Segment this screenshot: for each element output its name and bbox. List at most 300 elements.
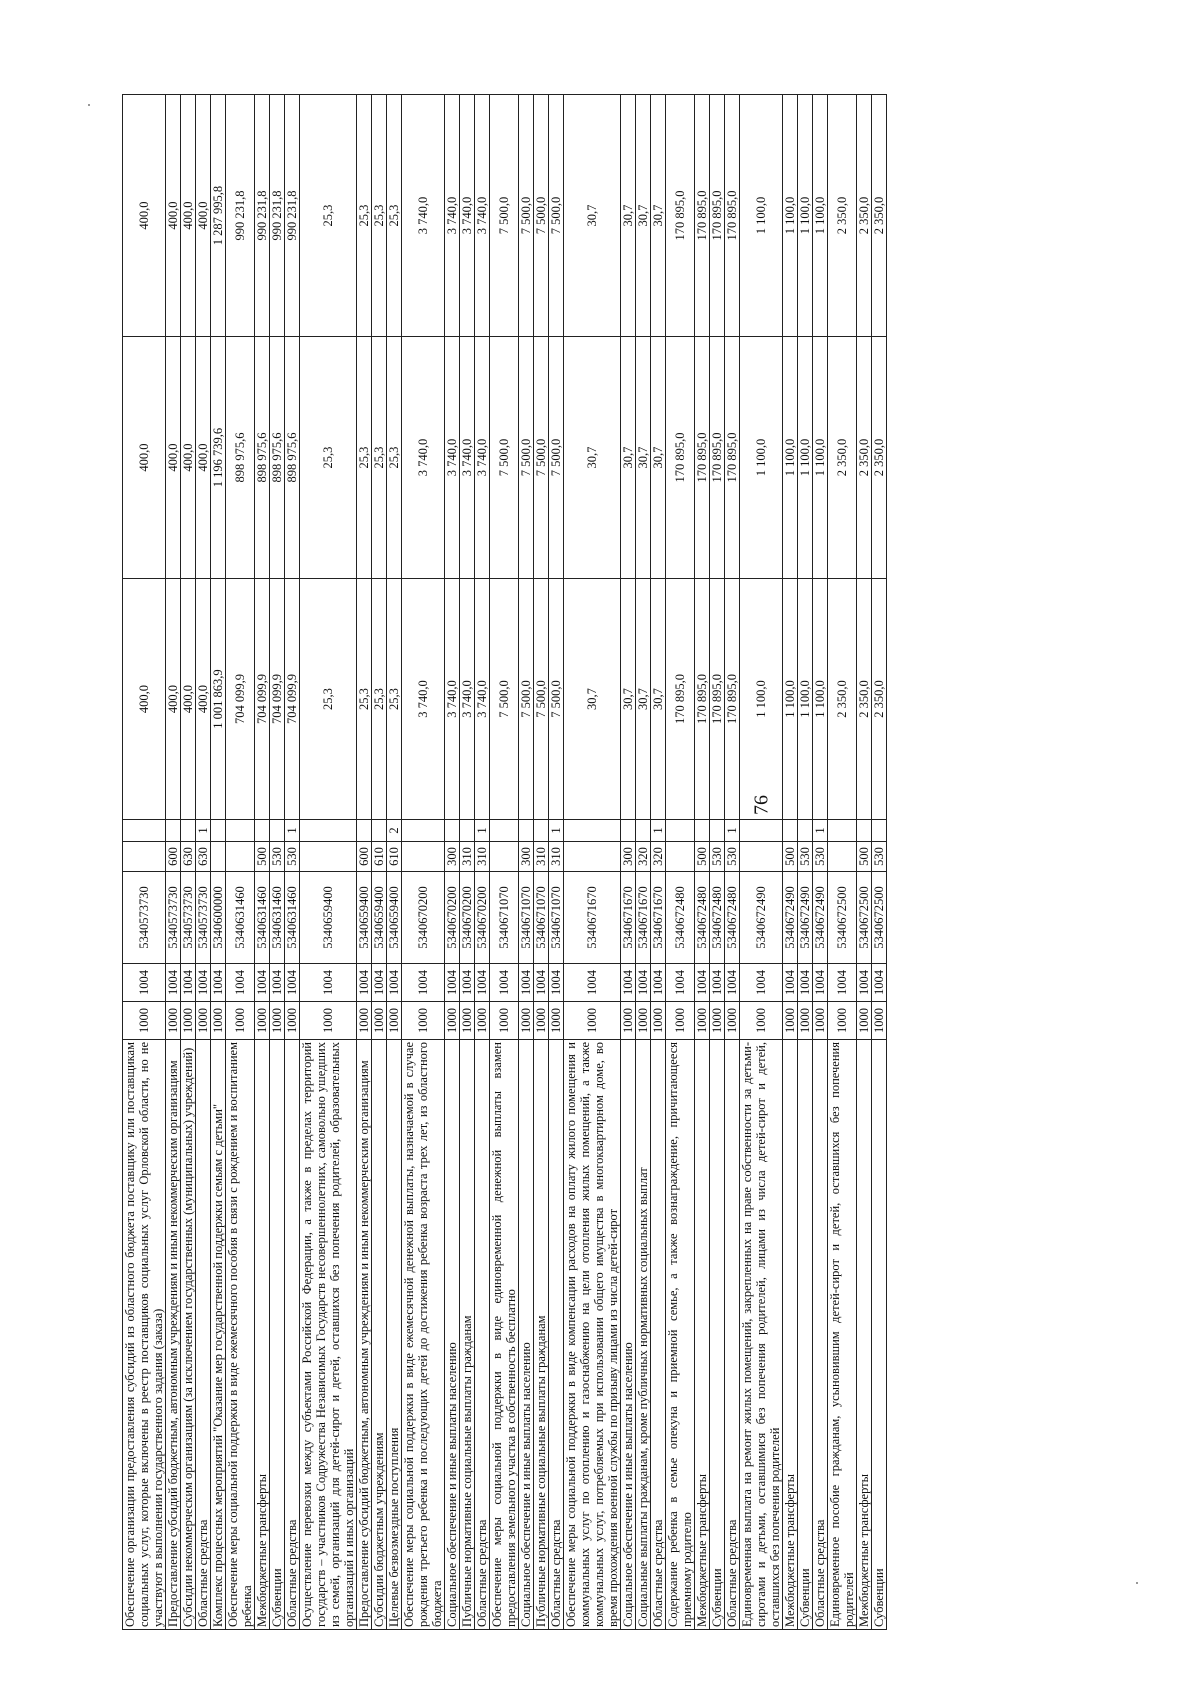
- row-csr: 5340670200: [445, 872, 460, 964]
- row-value-2026: 25,3: [372, 95, 387, 337]
- row-value-2026: 170 895,0: [725, 95, 740, 337]
- row-value-2024: 30,7: [651, 579, 666, 820]
- row-section: 1004: [166, 964, 181, 1002]
- row-source-code: 1: [196, 820, 211, 842]
- row-value-2024: 1 100,0: [783, 579, 798, 820]
- table-row: [211, 95, 226, 1630]
- row-value-2024: 704 099,9: [226, 579, 255, 820]
- row-section: 1004: [123, 964, 166, 1002]
- row-value-2026: 1 100,0: [813, 95, 828, 337]
- row-name: Областные средства: [725, 1040, 740, 1630]
- row-value-2024: 400,0: [196, 579, 211, 820]
- row-value-2025: 30,7: [651, 337, 666, 579]
- row-csr: 5340671070: [519, 872, 534, 964]
- row-name: Обеспечение меры социальной поддержки в виде компенсации расходов на оплату жилого помещения и коммунальных услуг по отоплению и газоснабжению на цели отопления жилых помещений, а также коммунальных услуг, потребляемых при использовании общего имущества в многоквартирном доме, во время прохождения военной службы по призыву лицами из числа детей-сирот: [564, 1040, 621, 1630]
- row-gl: 1000: [740, 1002, 783, 1040]
- row-value-2024: 3 740,0: [445, 579, 460, 820]
- table-row: [651, 95, 666, 1630]
- table-row: [636, 95, 651, 1630]
- row-gl: 1000: [475, 1002, 490, 1040]
- row-csr: 5340671070: [549, 872, 564, 964]
- row-name: Обеспечение меры социальной поддержки в виде ежемесячного пособия в связи с рождением и воспитанием ребенка: [226, 1040, 255, 1630]
- row-value-2025: 2 350,0: [872, 337, 887, 579]
- row-section: 1004: [270, 964, 285, 1002]
- table-row: [402, 95, 445, 1630]
- row-csr: 5340573730: [166, 872, 181, 964]
- row-csr: 5340670200: [402, 872, 445, 964]
- row-csr: 5340659400: [357, 872, 372, 964]
- budget-table: [122, 94, 887, 1630]
- row-value-2024: 400,0: [181, 579, 196, 820]
- row-value-2025: 7 500,0: [519, 337, 534, 579]
- row-name: Обеспечение меры социальной поддержки в виде единовременной денежной выплаты взамен предоставления земельного участка в собственность бесплатно: [490, 1040, 519, 1630]
- row-gl: 1000: [857, 1002, 872, 1040]
- row-name: Субвенции: [710, 1040, 725, 1630]
- row-value-2024: 170 895,0: [725, 579, 740, 820]
- row-name: Комплекс процессных мероприятий "Оказание мер государственной поддержки семьям с детьми": [211, 1040, 226, 1630]
- row-value-2025: 1 100,0: [798, 337, 813, 579]
- row-value-2026: 7 500,0: [490, 95, 519, 337]
- row-value-2025: 7 500,0: [534, 337, 549, 579]
- row-section: 1004: [564, 964, 621, 1002]
- row-csr: 5340671670: [564, 872, 621, 964]
- row-value-2024: 2 350,0: [828, 579, 857, 820]
- row-vr: 310: [460, 842, 475, 872]
- row-csr: 5340631460: [255, 872, 270, 964]
- row-value-2025: 3 740,0: [402, 337, 445, 579]
- row-gl: 1000: [621, 1002, 636, 1040]
- row-value-2025: 1 100,0: [783, 337, 798, 579]
- row-csr: 5340672490: [740, 872, 783, 964]
- table-row: [725, 95, 740, 1630]
- scan-speck: [88, 104, 90, 106]
- row-section: 1004: [813, 964, 828, 1002]
- row-section: 1004: [181, 964, 196, 1002]
- table-row: [534, 95, 549, 1630]
- table-row: [490, 95, 519, 1630]
- row-source-code: 1: [549, 820, 564, 842]
- row-section: 1004: [226, 964, 255, 1002]
- row-section: 1004: [710, 964, 725, 1002]
- row-vr: [490, 842, 519, 872]
- table-row: [460, 95, 475, 1630]
- row-vr: 500: [857, 842, 872, 872]
- row-value-2025: 170 895,0: [695, 337, 710, 579]
- row-gl: 1000: [285, 1002, 300, 1040]
- row-value-2025: 400,0: [181, 337, 196, 579]
- row-section: 1004: [196, 964, 211, 1002]
- row-csr: 5340600000: [211, 872, 226, 964]
- row-gl: 1000: [387, 1002, 402, 1040]
- row-value-2025: 170 895,0: [725, 337, 740, 579]
- row-section: 1004: [387, 964, 402, 1002]
- row-value-2024: 1 100,0: [740, 579, 783, 820]
- row-name: Социальное обеспечение и иные выплаты населению: [519, 1040, 534, 1630]
- row-value-2026: 1 100,0: [783, 95, 798, 337]
- row-gl: 1000: [710, 1002, 725, 1040]
- row-value-2026: 3 740,0: [445, 95, 460, 337]
- row-gl: 1000: [372, 1002, 387, 1040]
- row-gl: 1000: [695, 1002, 710, 1040]
- row-csr: 5340672500: [828, 872, 857, 964]
- row-value-2024: 30,7: [564, 579, 621, 820]
- row-gl: 1000: [636, 1002, 651, 1040]
- row-name: Обеспечение организации предоставления субсидий из областного бюджета поставщику или поставщикам социальных услуг, которые включены в реестр поставщиков социальных услуг Орловской области, но не участвуют в выполнении государственного задания (заказа): [123, 1040, 166, 1630]
- row-source-code: [666, 820, 695, 842]
- row-vr: 630: [181, 842, 196, 872]
- row-value-2024: 3 740,0: [402, 579, 445, 820]
- row-gl: 1000: [725, 1002, 740, 1040]
- table-row: [181, 95, 196, 1630]
- row-value-2024: 7 500,0: [549, 579, 564, 820]
- row-csr: 5340659400: [372, 872, 387, 964]
- row-value-2025: 25,3: [387, 337, 402, 579]
- row-value-2026: 400,0: [166, 95, 181, 337]
- row-section: 1004: [651, 964, 666, 1002]
- row-csr: 5340670200: [475, 872, 490, 964]
- row-csr: 5340671070: [534, 872, 549, 964]
- row-section: 1004: [798, 964, 813, 1002]
- row-value-2024: 704 099,9: [255, 579, 270, 820]
- row-vr: 300: [519, 842, 534, 872]
- table-row: [270, 95, 285, 1630]
- row-value-2026: 1 100,0: [798, 95, 813, 337]
- table-row: [166, 95, 181, 1630]
- row-section: 1004: [211, 964, 226, 1002]
- row-csr: 5340631460: [226, 872, 255, 964]
- row-gl: 1000: [255, 1002, 270, 1040]
- row-name: Социальное обеспечение и иные выплаты населению: [621, 1040, 636, 1630]
- row-section: 1004: [445, 964, 460, 1002]
- row-source-code: [445, 820, 460, 842]
- row-value-2024: 170 895,0: [666, 579, 695, 820]
- row-value-2026: 1 287 995,8: [211, 95, 226, 337]
- row-value-2025: 1 100,0: [740, 337, 783, 579]
- row-gl: 1000: [300, 1002, 357, 1040]
- row-name: Субсидии бюджетным учреждениям: [372, 1040, 387, 1630]
- row-name: Субвенции: [270, 1040, 285, 1630]
- row-value-2025: 25,3: [372, 337, 387, 579]
- table-row: [828, 95, 857, 1630]
- row-name: Субсидии некоммерческим организациям (за исключением государственных (муниципальных) учреждений): [181, 1040, 196, 1630]
- row-vr: 630: [196, 842, 211, 872]
- table-row: [300, 95, 357, 1630]
- row-value-2026: 30,7: [621, 95, 636, 337]
- row-gl: 1000: [123, 1002, 166, 1040]
- row-source-code: 1: [813, 820, 828, 842]
- row-name: Областные средства: [285, 1040, 300, 1630]
- row-value-2026: 2 350,0: [872, 95, 887, 337]
- row-value-2025: 1 100,0: [813, 337, 828, 579]
- row-source-code: 1: [651, 820, 666, 842]
- row-vr: 500: [783, 842, 798, 872]
- row-section: 1004: [357, 964, 372, 1002]
- row-name: Межбюджетные трансферты: [255, 1040, 270, 1630]
- row-vr: [123, 842, 166, 872]
- row-gl: 1000: [181, 1002, 196, 1040]
- row-vr: [226, 842, 255, 872]
- row-vr: 310: [549, 842, 564, 872]
- row-name: Единовременное пособие гражданам, усыновившим детей-сирот и детей, оставшихся без попечения родителей: [828, 1040, 857, 1630]
- row-source-code: [564, 820, 621, 842]
- row-source-code: [490, 820, 519, 842]
- row-source-code: [372, 820, 387, 842]
- rotated-table-container: [122, 95, 1062, 1630]
- row-csr: 5340631460: [285, 872, 300, 964]
- row-source-code: [181, 820, 196, 842]
- row-value-2024: 7 500,0: [490, 579, 519, 820]
- row-value-2026: 170 895,0: [666, 95, 695, 337]
- row-source-code: [270, 820, 285, 842]
- row-section: 1004: [740, 964, 783, 1002]
- row-csr: 5340671670: [636, 872, 651, 964]
- row-source-code: [226, 820, 255, 842]
- table-row: [710, 95, 725, 1630]
- row-section: 1004: [857, 964, 872, 1002]
- row-name: Субвенции: [872, 1040, 887, 1630]
- row-source-code: 2: [387, 820, 402, 842]
- row-source-code: [255, 820, 270, 842]
- row-vr: 530: [798, 842, 813, 872]
- row-gl: 1000: [651, 1002, 666, 1040]
- row-csr: 5340671070: [490, 872, 519, 964]
- row-value-2024: 704 099,9: [270, 579, 285, 820]
- row-value-2026: 25,3: [357, 95, 372, 337]
- row-gl: 1000: [798, 1002, 813, 1040]
- row-value-2024: 3 740,0: [475, 579, 490, 820]
- row-value-2024: 400,0: [123, 579, 166, 820]
- table-body: [123, 95, 887, 1630]
- row-gl: 1000: [270, 1002, 285, 1040]
- row-vr: [402, 842, 445, 872]
- row-value-2025: 898 975,6: [255, 337, 270, 579]
- row-gl: 1000: [534, 1002, 549, 1040]
- table-row: [475, 95, 490, 1630]
- row-vr: [740, 842, 783, 872]
- row-gl: 1000: [357, 1002, 372, 1040]
- row-source-code: [872, 820, 887, 842]
- row-source-code: [695, 820, 710, 842]
- row-value-2025: 7 500,0: [549, 337, 564, 579]
- row-value-2024: 7 500,0: [534, 579, 549, 820]
- row-vr: 310: [475, 842, 490, 872]
- row-value-2026: 30,7: [564, 95, 621, 337]
- row-vr: 530: [725, 842, 740, 872]
- row-name: Областные средства: [651, 1040, 666, 1630]
- row-section: 1004: [300, 964, 357, 1002]
- row-section: 1004: [621, 964, 636, 1002]
- row-name: Единовременная выплата на ремонт жилых помещений, закрепленных на праве собственности за детьми-сиротами и детьми, оставшимися без попечения родителей, лицами из числа детей-сирот и детей, оставшихся без попечения родителей: [740, 1040, 783, 1630]
- table-row: [872, 95, 887, 1630]
- row-source-code: [460, 820, 475, 842]
- row-name: Публичные нормативные социальные выплаты гражданам: [460, 1040, 475, 1630]
- row-value-2026: 30,7: [651, 95, 666, 337]
- row-source-code: 1: [285, 820, 300, 842]
- row-name: Областные средства: [196, 1040, 211, 1630]
- row-name: Областные средства: [813, 1040, 828, 1630]
- row-value-2024: 400,0: [166, 579, 181, 820]
- row-vr: [300, 842, 357, 872]
- row-gl: 1000: [196, 1002, 211, 1040]
- row-section: 1004: [519, 964, 534, 1002]
- row-value-2025: 25,3: [300, 337, 357, 579]
- row-gl: 1000: [813, 1002, 828, 1040]
- row-name: Обеспечение меры социальной поддержки в виде ежемесячной денежной выплаты, назначаемой в случае рождения третьего ребенка и последующих детей до достижения ребенка возраста трех лет, из областного бюджета: [402, 1040, 445, 1630]
- row-vr: [666, 842, 695, 872]
- row-name: Социальные выплаты гражданам, кроме публичных нормативных социальных выплат: [636, 1040, 651, 1630]
- row-csr: 5340670200: [460, 872, 475, 964]
- row-value-2025: 30,7: [621, 337, 636, 579]
- row-value-2024: 2 350,0: [872, 579, 887, 820]
- row-source-code: [519, 820, 534, 842]
- row-value-2025: 7 500,0: [490, 337, 519, 579]
- table-row: [666, 95, 695, 1630]
- row-csr: 5340659400: [387, 872, 402, 964]
- row-csr: 5340631460: [270, 872, 285, 964]
- row-name: Областные средства: [475, 1040, 490, 1630]
- row-vr: 600: [357, 842, 372, 872]
- row-gl: 1000: [666, 1002, 695, 1040]
- row-name: Осуществление перевозки между субъектами Российской Федерации, а также в пределах территорий государств – участников Содружества Независимых Государств несовершеннолетних, самовольно ушедших из семей, организаций для детей-сирот и детей, оставшихся без попечения родителей, образовательных организаций и иных организаций: [300, 1040, 357, 1630]
- row-name: Социальное обеспечение и иные выплаты населению: [445, 1040, 460, 1630]
- row-source-code: [123, 820, 166, 842]
- row-source-code: [636, 820, 651, 842]
- row-section: 1004: [725, 964, 740, 1002]
- table-row: [357, 95, 372, 1630]
- row-value-2024: 2 350,0: [857, 579, 872, 820]
- row-value-2026: 170 895,0: [710, 95, 725, 337]
- row-name: Предоставление субсидий бюджетным, автономным учреждениям и иным некоммерческим организациям: [166, 1040, 181, 1630]
- row-value-2024: 30,7: [621, 579, 636, 820]
- row-value-2025: 400,0: [166, 337, 181, 579]
- row-vr: 320: [636, 842, 651, 872]
- row-value-2025: 898 975,6: [285, 337, 300, 579]
- row-source-code: [402, 820, 445, 842]
- row-csr: 5340672480: [666, 872, 695, 964]
- row-value-2026: 2 350,0: [828, 95, 857, 337]
- row-source-code: [740, 820, 783, 842]
- row-value-2025: 2 350,0: [828, 337, 857, 579]
- row-name: Публичные нормативные социальные выплаты гражданам: [534, 1040, 549, 1630]
- row-section: 1004: [475, 964, 490, 1002]
- table-row: [798, 95, 813, 1630]
- row-vr: 530: [710, 842, 725, 872]
- row-value-2026: 25,3: [387, 95, 402, 337]
- row-vr: [828, 842, 857, 872]
- row-name: Межбюджетные трансферты: [857, 1040, 872, 1630]
- row-csr: 5340672480: [710, 872, 725, 964]
- row-csr: 5340672480: [725, 872, 740, 964]
- row-vr: 600: [166, 842, 181, 872]
- row-section: 1004: [636, 964, 651, 1002]
- row-source-code: [710, 820, 725, 842]
- table-row: [255, 95, 270, 1630]
- row-value-2025: 3 740,0: [460, 337, 475, 579]
- row-value-2026: 25,3: [300, 95, 357, 337]
- row-section: 1004: [872, 964, 887, 1002]
- row-vr: 310: [534, 842, 549, 872]
- table-row: [740, 95, 783, 1630]
- table-row: [372, 95, 387, 1630]
- row-section: 1004: [783, 964, 798, 1002]
- row-source-code: 1: [475, 820, 490, 842]
- row-vr: 530: [872, 842, 887, 872]
- row-value-2026: 400,0: [123, 95, 166, 337]
- row-value-2024: 1 001 863,9: [211, 579, 226, 820]
- row-name: Межбюджетные трансферты: [783, 1040, 798, 1630]
- row-value-2025: 1 196 739,6: [211, 337, 226, 579]
- row-value-2024: 1 100,0: [813, 579, 828, 820]
- row-section: 1004: [402, 964, 445, 1002]
- row-value-2025: 3 740,0: [445, 337, 460, 579]
- table-row: [813, 95, 828, 1630]
- row-source-code: 1: [725, 820, 740, 842]
- scan-speck: [1136, 1582, 1138, 1584]
- row-gl: 1000: [783, 1002, 798, 1040]
- row-value-2026: 7 500,0: [534, 95, 549, 337]
- row-value-2024: 704 099,9: [285, 579, 300, 820]
- row-value-2026: 2 350,0: [857, 95, 872, 337]
- row-value-2024: 25,3: [387, 579, 402, 820]
- row-value-2025: 25,3: [357, 337, 372, 579]
- row-csr: 5340573730: [196, 872, 211, 964]
- row-name: Предоставление субсидий бюджетным, автономным учреждениям и иным некоммерческим организациям: [357, 1040, 372, 1630]
- row-csr: 5340671670: [621, 872, 636, 964]
- row-value-2025: 2 350,0: [857, 337, 872, 579]
- row-csr: 5340672490: [798, 872, 813, 964]
- row-vr: 320: [651, 842, 666, 872]
- row-vr: 530: [285, 842, 300, 872]
- row-value-2026: 3 740,0: [460, 95, 475, 337]
- table-row: [226, 95, 255, 1630]
- table-row: [549, 95, 564, 1630]
- row-source-code: [534, 820, 549, 842]
- table-row: [621, 95, 636, 1630]
- row-name: Межбюджетные трансферты: [695, 1040, 710, 1630]
- row-value-2025: 30,7: [564, 337, 621, 579]
- row-section: 1004: [460, 964, 475, 1002]
- table-row: [695, 95, 710, 1630]
- row-value-2026: 400,0: [181, 95, 196, 337]
- row-section: 1004: [695, 964, 710, 1002]
- row-csr: 5340573730: [181, 872, 196, 964]
- row-value-2026: 7 500,0: [519, 95, 534, 337]
- row-section: 1004: [534, 964, 549, 1002]
- row-value-2025: 170 895,0: [710, 337, 725, 579]
- row-vr: 610: [387, 842, 402, 872]
- table-row: [196, 95, 211, 1630]
- row-vr: 500: [255, 842, 270, 872]
- row-value-2026: 400,0: [196, 95, 211, 337]
- row-gl: 1000: [211, 1002, 226, 1040]
- row-value-2026: 990 231,8: [226, 95, 255, 337]
- row-source-code: [357, 820, 372, 842]
- table-row: [123, 95, 166, 1630]
- row-name: Областные средства: [549, 1040, 564, 1630]
- row-csr: 5340672500: [857, 872, 872, 964]
- table-row: [387, 95, 402, 1630]
- row-source-code: [798, 820, 813, 842]
- row-csr: 5340671670: [651, 872, 666, 964]
- row-vr: [564, 842, 621, 872]
- row-value-2026: 7 500,0: [549, 95, 564, 337]
- row-gl: 1000: [564, 1002, 621, 1040]
- row-gl: 1000: [549, 1002, 564, 1040]
- row-gl: 1000: [490, 1002, 519, 1040]
- row-value-2026: 990 231,8: [285, 95, 300, 337]
- row-value-2026: 30,7: [636, 95, 651, 337]
- row-source-code: [783, 820, 798, 842]
